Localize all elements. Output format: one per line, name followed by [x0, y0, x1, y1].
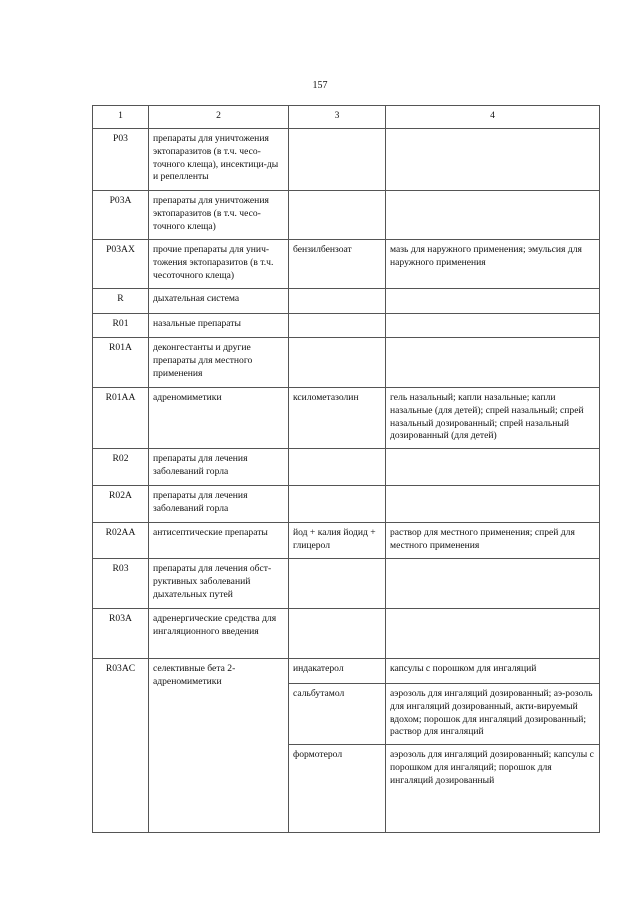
dosage-form-cell: [386, 338, 600, 388]
group-name-cell: препараты для лечения заболеваний горла: [149, 449, 289, 486]
dosage-form-cell: [386, 129, 600, 191]
table-header-row: [93, 106, 600, 129]
dosage-form-cell: [386, 314, 600, 338]
table-row: [93, 486, 600, 523]
header-cell: 2: [149, 106, 289, 129]
drug-table: [92, 105, 600, 833]
dosage-form-cell: [386, 289, 600, 314]
table-row: [93, 338, 600, 388]
table-row: [93, 659, 600, 684]
drug-name-cell: [289, 609, 386, 659]
drug-name-cell: [289, 559, 386, 609]
table-row: [93, 523, 600, 559]
group-name-cell: препараты для лечения заболеваний горла: [149, 486, 289, 523]
table-row: [93, 609, 600, 659]
drug-name-cell: [289, 191, 386, 240]
drug-name-cell: [289, 314, 386, 338]
dosage-form-cell: [386, 609, 600, 659]
dosage-form-cell: аэрозоль для ингаляций дозированный; аэ-розоль для ингаляций дозированный, акти-вируемый вдохом; порошок для ингаляций дозированный; раствор для ингаляций: [386, 684, 600, 745]
group-name-cell: препараты для уничтожения эктопаразитов (в т.ч. чесо-точного клеща), инсектици-ды и репелленты: [149, 129, 289, 191]
group-name-cell: селективные бета 2-адреномиметики: [149, 659, 289, 833]
atc-code-cell: R03A: [93, 609, 149, 659]
group-name-cell: адреномиметики: [149, 388, 289, 449]
drug-name-cell: йод + калия йодид + глицерол: [289, 523, 386, 559]
atc-code-cell: R02A: [93, 486, 149, 523]
table-row: [93, 449, 600, 486]
atc-code-cell: R02AA: [93, 523, 149, 559]
atc-code-cell: R01A: [93, 338, 149, 388]
atc-code-cell: R03AC: [93, 659, 149, 833]
atc-code-cell: R01AA: [93, 388, 149, 449]
drug-name-cell: [289, 449, 386, 486]
table-row: [93, 314, 600, 338]
dosage-form-cell: аэрозоль для ингаляций дозированный; капсулы с порошком для ингаляций; порошок для ингаляций дозированный: [386, 745, 600, 833]
header-cell: 4: [386, 106, 600, 129]
table-row: [93, 289, 600, 314]
header-cell: 1: [93, 106, 149, 129]
dosage-form-cell: мазь для наружного применения; эмульсия для наружного применения: [386, 240, 600, 289]
drug-name-cell: ксилометазолин: [289, 388, 386, 449]
drug-name-cell: [289, 486, 386, 523]
atc-code-cell: R03: [93, 559, 149, 609]
table-row: [93, 191, 600, 240]
atc-code-cell: R01: [93, 314, 149, 338]
drug-name-cell: бензилбензоат: [289, 240, 386, 289]
atc-code-cell: P03A: [93, 191, 149, 240]
group-name-cell: препараты для лечения обст-руктивных заболеваний дыхательных путей: [149, 559, 289, 609]
dosage-form-cell: капсулы с порошком для ингаляций: [386, 659, 600, 684]
dosage-form-cell: раствор для местного применения; спрей для местного применения: [386, 523, 600, 559]
drug-name-cell: [289, 129, 386, 191]
dosage-form-cell: гель назальный; капли назальные; капли назальные (для детей); спрей назальный; спрей назальный дозированный; спрей назальный дозированный (для детей): [386, 388, 600, 449]
dosage-form-cell: [386, 449, 600, 486]
page-number: 157: [312, 80, 328, 91]
group-name-cell: препараты для уничтожения эктопаразитов (в т.ч. чесо-точного клеща): [149, 191, 289, 240]
drug-name-cell: [289, 289, 386, 314]
table-row: [93, 129, 600, 191]
atc-code-cell: R: [93, 289, 149, 314]
header-cell: 3: [289, 106, 386, 129]
table-row: [93, 388, 600, 449]
drug-name-cell: индакатерол: [289, 659, 386, 684]
atc-code-cell: P03: [93, 129, 149, 191]
dosage-form-cell: [386, 559, 600, 609]
drug-name-cell: формотерол: [289, 745, 386, 833]
group-name-cell: назальные препараты: [149, 314, 289, 338]
drug-name-cell: сальбутамол: [289, 684, 386, 745]
drug-name-cell: [289, 338, 386, 388]
atc-code-cell: R02: [93, 449, 149, 486]
atc-code-cell: P03AX: [93, 240, 149, 289]
group-name-cell: прочие препараты для унич-тожения эктопаразитов (в т.ч. чесоточного клеща): [149, 240, 289, 289]
dosage-form-cell: [386, 191, 600, 240]
group-name-cell: дыхательная система: [149, 289, 289, 314]
table-row: [93, 240, 600, 289]
table-row: [93, 559, 600, 609]
group-name-cell: антисептические препараты: [149, 523, 289, 559]
group-name-cell: деконгестанты и другие препараты для местного применения: [149, 338, 289, 388]
dosage-form-cell: [386, 486, 600, 523]
group-name-cell: адренергические средства для ингаляционного введения: [149, 609, 289, 659]
